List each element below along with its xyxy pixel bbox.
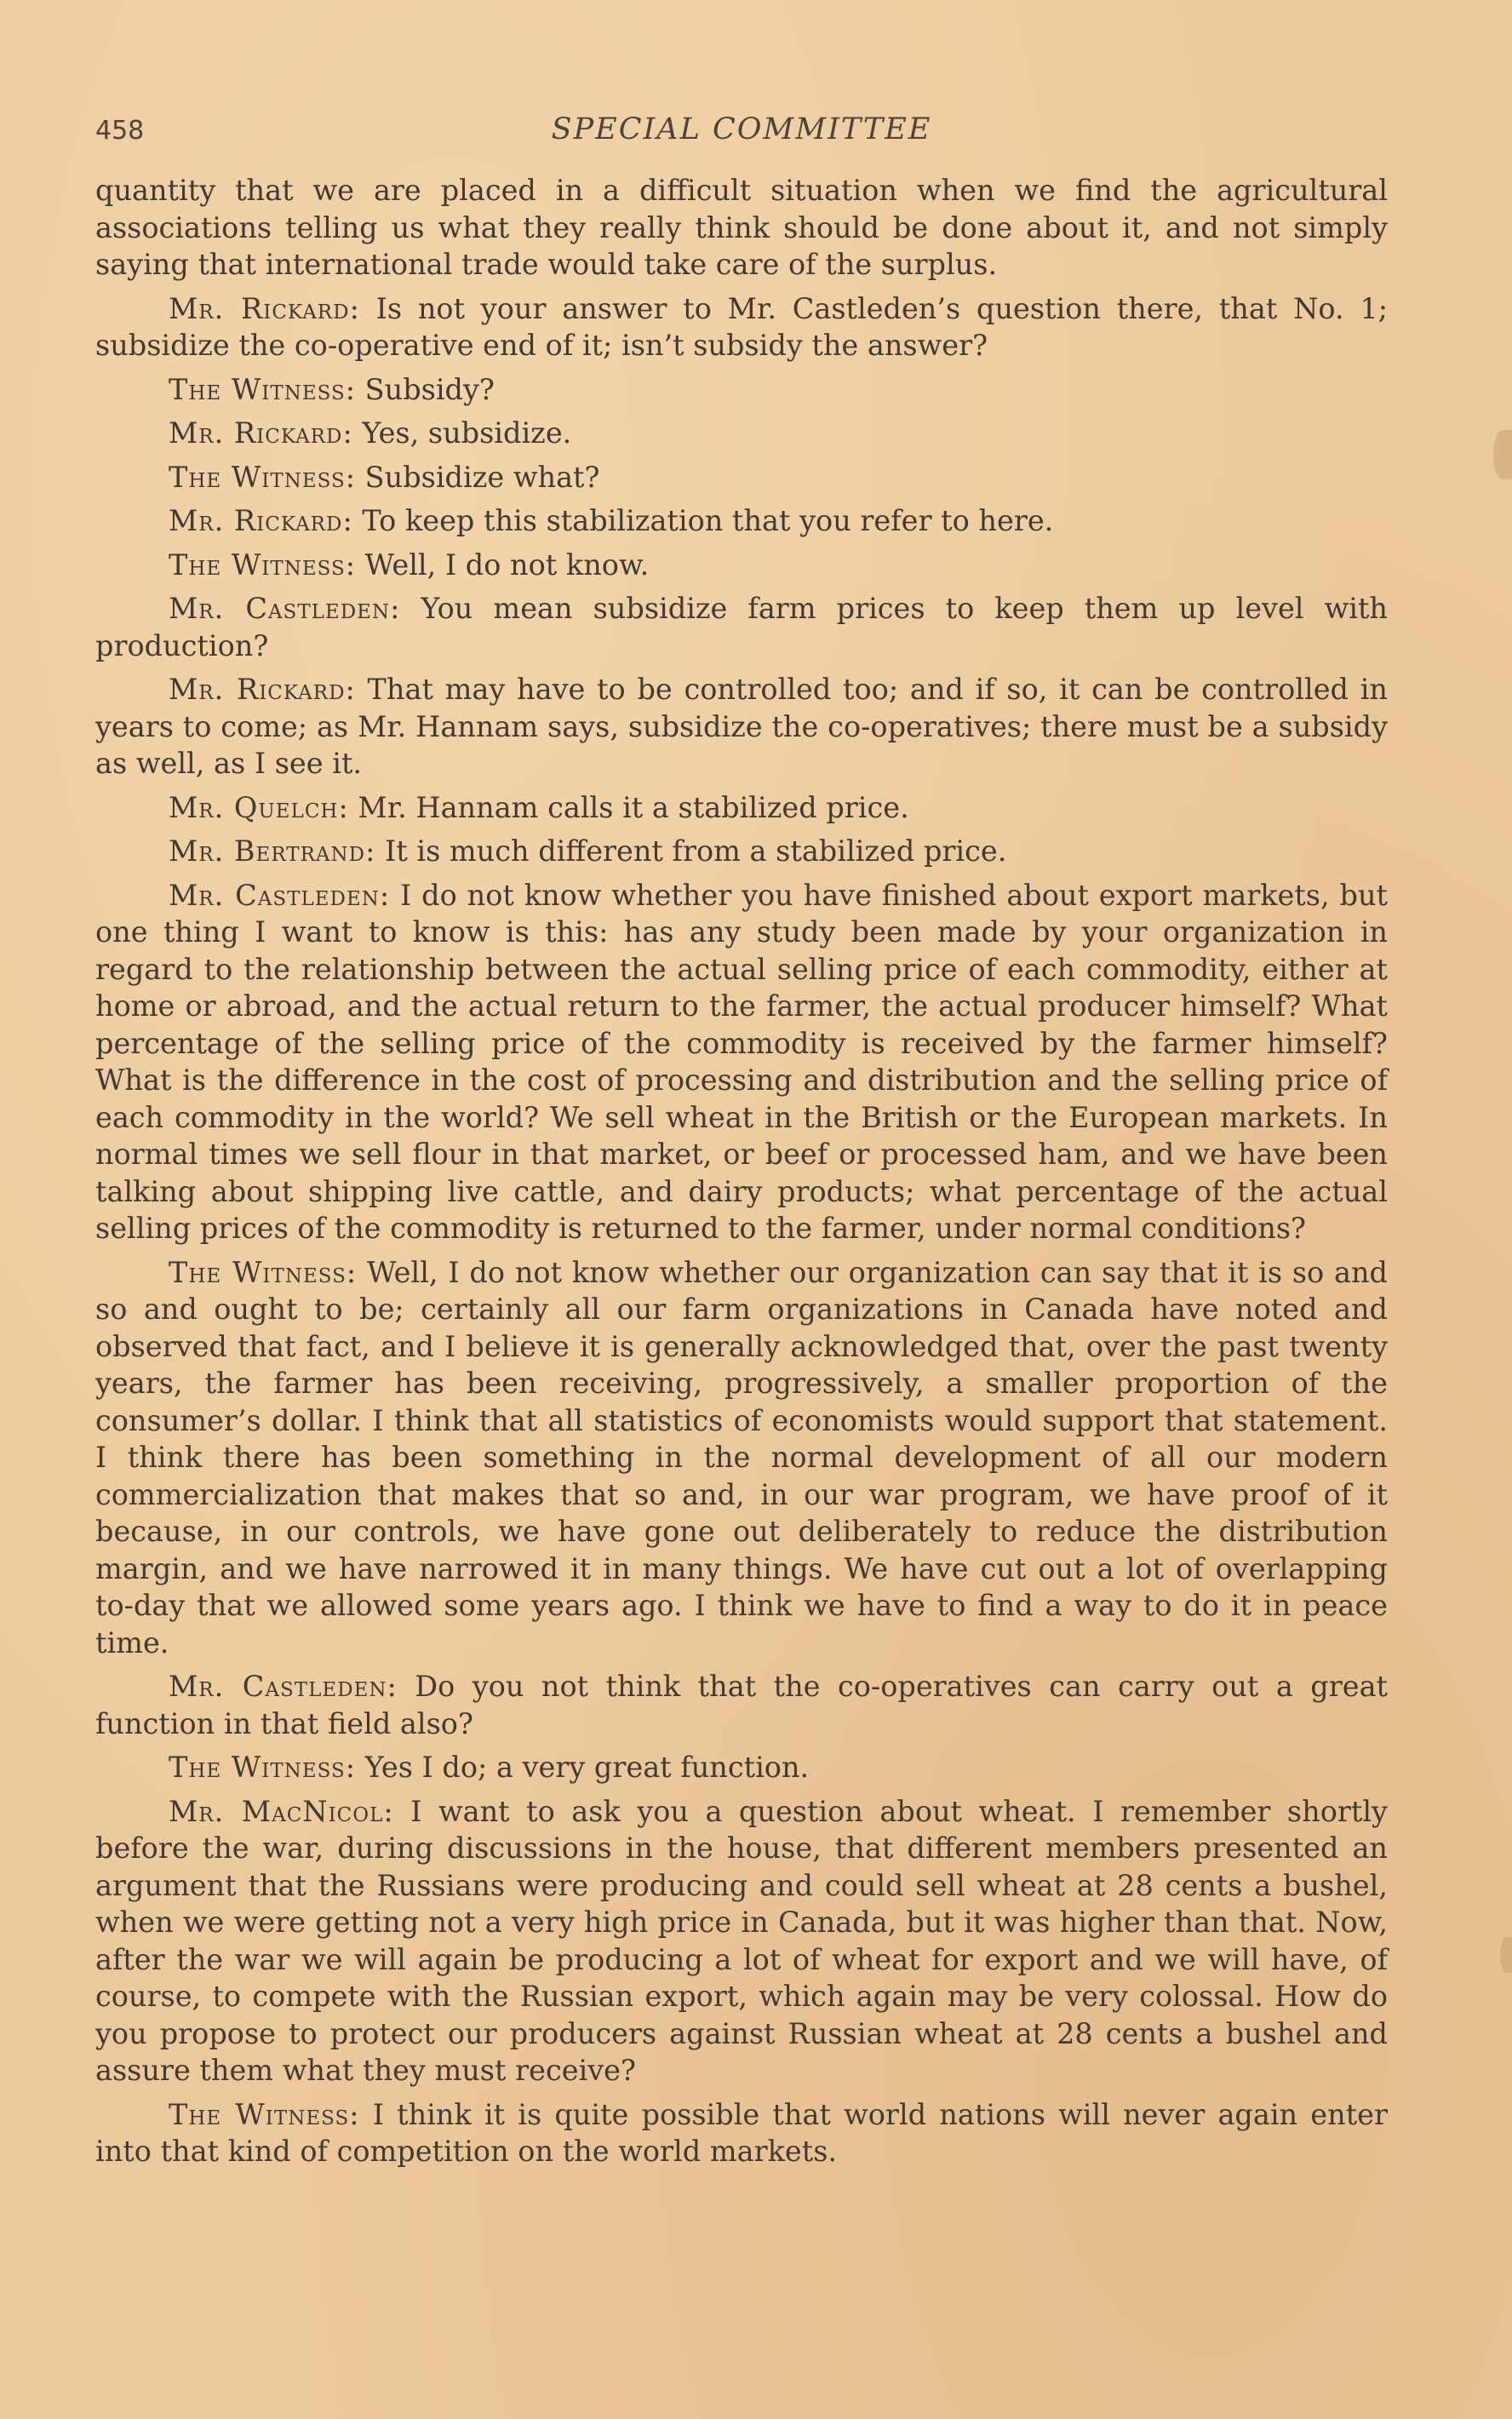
paragraph: [95, 1668, 1388, 1742]
paragraph: [95, 1793, 1388, 2089]
paragraph: [95, 2096, 1388, 2170]
running-head: SPECIAL COMMITTEE: [551, 112, 932, 146]
page-number: 458: [95, 116, 145, 146]
paragraph-text: That may have to be controlled too; and if so, it can be controlled in years to come; as Mr. Hannam says, subsidize the co-operatives; there must be a subsidy as well, as I see it.: [95, 673, 1388, 780]
speaker-name: Mr. Rickard:: [169, 416, 353, 450]
paragraph: [95, 371, 1388, 409]
paragraph-text: I think it is quite possible that world nations will never again enter into that kind of competition on the world markets.: [95, 2097, 1388, 2168]
speaker-name: The Witness:: [169, 1751, 357, 1784]
speaker-name: Mr. MacNicol:: [169, 1794, 394, 1828]
speaker-name: Mr. Rickard:: [169, 291, 360, 325]
page-header: [95, 102, 1388, 153]
transcript-body: [95, 172, 1388, 2170]
paragraph-text: Well, I do not know.: [356, 547, 650, 582]
paragraph: [95, 671, 1388, 782]
paragraph: [95, 290, 1388, 364]
speaker-name: Mr. Bertrand:: [169, 834, 376, 868]
paragraph: [95, 590, 1388, 664]
speaker-name: The Witness:: [169, 2097, 360, 2131]
paragraph-text: Do you not think that the co-operatives can carry out a great function in that field also?: [95, 1670, 1388, 1740]
paragraph: [95, 415, 1388, 452]
paragraph: [95, 502, 1388, 540]
paragraph-text: Well, I do not know whether our organization can say that it is so and so and ought to be; certainly all our farm organizations in Canada have noted and observed that fact, and I believe it is generally acknowledged that, over the past twenty years, the farmer has been receiving, progressively, a smaller proportion of the consumer’s dollar. I think that all statistics of economists would support that statement. I think there has been something in the normal development of all our modern commercialization that makes that so and, in our war program, we have proof of it because, in our controls, we have gone out deliberately to reduce the distribution margin, and we have narrowed it in many things. We have cut out a lot of overlapping to-day that we allowed some years ago. I think we have to find a way to do it in peace time.: [95, 1255, 1388, 1659]
paragraph-text: I want to ask you a question about wheat. I remember shortly before the war, during discussions in the house, that different members presented an argument that the Russians were producing and could sell wheat at 28 cents a bushel, when we were getting not a very high price in Canada, but it was higher than that. Now, after the war we will again be producing a lot of wheat for export and we will have, of course, to compete with the Russian export, which again may be very colossal. How do you propose to protect our producers against Russian wheat at 28 cents a bushel and assure them what they must receive?: [95, 1794, 1388, 2087]
document-page: [95, 102, 1388, 2177]
paragraph: [95, 833, 1388, 870]
speaker-name: The Witness:: [169, 460, 357, 494]
paragraph-text: Subsidy?: [356, 372, 495, 406]
speaker-name: Mr. Rickard:: [169, 673, 356, 706]
paragraph: [95, 1254, 1388, 1662]
speaker-name: Mr. Quelch:: [169, 790, 349, 824]
speaker-name: Mr. Castleden:: [169, 878, 391, 912]
paragraph-text: Yes I do; a very great function.: [356, 1751, 810, 1784]
paragraph-text: Mr. Hannam calls it a stabilized price.: [348, 790, 909, 824]
paragraph: [95, 877, 1388, 1247]
paragraph-text: I do not know whether you have finished about export markets, but one thing I want to know is this: has any study been made by your organization in regard to the relationship between the actual selling price of each commodity, either at home or abroad, and the actual return to the farmer, the actual producer himself? What percentage of the selling price of the commodity is received by the farmer himself? What is the difference in the cost of processing and distribution and the selling price of each commodity in the world? We sell wheat in the British or the European markets. In normal times we sell flour in that market, or beef or processed ham, and we have been talking about shipping live cattle, and dairy products; what percentage of the actual selling prices of the commodity is returned to the farmer, under normal conditions?: [95, 878, 1388, 1245]
paragraph-text: Subsidize what?: [356, 460, 600, 494]
speaker-name: Mr. Castleden:: [169, 1670, 398, 1703]
paragraph-text: Yes, subsidize.: [352, 416, 572, 450]
paragraph-text: To keep this stabilization that you refer to here.: [352, 504, 1054, 537]
paragraph-text: It is much different from a stabilized price.: [375, 834, 1007, 868]
speaker-name: Mr. Rickard:: [169, 504, 353, 537]
page-edge-mark: [1500, 1937, 1512, 1973]
paragraph-text: quantity that we are placed in a difficult situation when we find the agricultural associations telling us what they really think should be done about it, and not simply saying that international trade would take care of the surplus.: [95, 174, 1388, 281]
paragraph: [95, 547, 1388, 584]
paragraph: [95, 172, 1388, 284]
paragraph: [95, 1749, 1388, 1786]
paragraph: [95, 789, 1388, 827]
paragraph-text: You mean subsidize farm prices to keep them up level with production?: [95, 592, 1388, 662]
speaker-name: The Witness:: [169, 372, 357, 406]
page-edge-mark: [1493, 430, 1512, 479]
paragraph: [95, 459, 1388, 496]
speaker-name: Mr. Castleden:: [169, 592, 401, 625]
speaker-name: The Witness:: [169, 547, 357, 582]
speaker-name: The Witness:: [169, 1255, 358, 1289]
paragraph-text: Is not your answer to Mr. Castleden’s question there, that No. 1; subsidize the co-operative end of it; isn’t subsidy the answer?: [95, 291, 1389, 362]
